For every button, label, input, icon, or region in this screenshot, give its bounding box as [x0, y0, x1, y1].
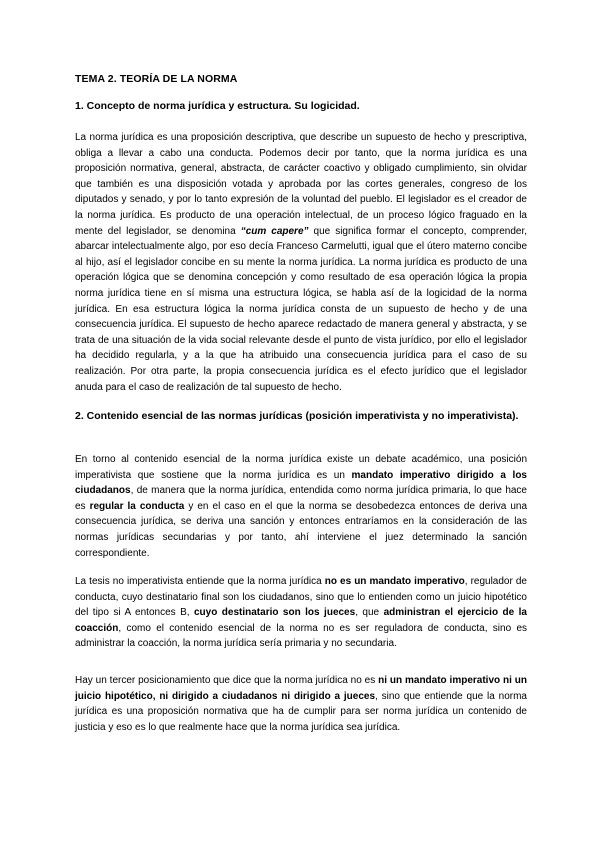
bold-text: no es un mandato imperativo	[324, 576, 465, 587]
paragraph-concept	[75, 130, 527, 395]
bold-text: ni un mandato imperativo ni un juicio hipotético, ni dirigido a ciudadanos ni dirigido a jueces	[75, 675, 527, 702]
paragraph-imperativista	[75, 452, 527, 561]
paragraph-text: , que	[355, 607, 384, 619]
bold-text: mandato imperativo dirigido a los ciudadanos	[75, 469, 527, 497]
paragraph-tercer-posicionamiento	[75, 673, 527, 735]
paragraph-text: que significa formar el concepto, comprender, abarcar intelectualmente algo, por eso decía Franceso Carmelutti, igual que el útero materno concibe al hijo, así el legislador concibe en su mente la norma jurídica. La norma jurídica es producto de una operación lógica que se denomina concepción y como resultado de esa operación lógica la propia norma jurídica tiene en sí misma una estructura lógica, se habla así de la logicidad de la norma jurídica. En esa estructura lógica la norma jurídica consta de un supuesto de hecho y de una consecuencia jurídica. El supuesto de hecho aparece redactado de manera general y abstracta, y se trata de una situación de la vida social relevante desde el punto de vista jurídico, por ello el legislador ha decidido regularla, y a la que ha atribuido una consecuencia jurídica para el caso de su realización. Por otra parte, la propia consecuencia jurídica es el efecto jurídico que el legislador anuda para el caso de realización de tal supuesto de hecho.	[75, 225, 527, 393]
paragraph-text: , como el contenido esencial de la norma no es ser reguladora de conducta, sino es administrar la coacción, la norma jurídica sería primaria y no secundaria.	[75, 622, 527, 650]
paragraph-text: , sino que entiende que la norma jurídica es una proposición normativa que ha de cumplir para ser norma jurídica un contenido de justicia y eso es lo que realmente hace que la norma jurídica sea jurídica.	[75, 690, 527, 733]
paragraph-text: y en el caso en el que la norma se desobedezca entonces de deriva una consecuencia jurídica, se deriva una sanción y entonces entraríamos en la consideración de las normas jurídicas secundarias y por tanto, ahí interviene el juez determinado la sanción correspondiente.	[75, 500, 528, 559]
paragraph-text: La tesis no imperativista entiende que la norma jurídica	[75, 576, 325, 587]
bold-text: cuyo destinatario son los jueces	[194, 607, 356, 619]
bold-text: administran el ejercicio de la coacción	[75, 607, 527, 634]
paragraph-text: , regulador de conducta, cuyo destinatario final son los ciudadanos, sino que lo entienden como un juicio hipotético del tipo si A entonces B,	[75, 576, 527, 619]
paragraph-text: , de manera que la norma jurídica, entendida como norma jurídica primaria, lo que hace es	[75, 485, 527, 512]
emphasis-text: “cum capere”	[240, 225, 309, 237]
document-title: TEMA 2. TEORÍA DE LA NORMA	[75, 73, 238, 85]
section-2-heading: 2. Contenido esencial de las normas jurídicas (posición imperativista y no imperativista).	[75, 410, 519, 422]
section-1-heading: 1. Concepto de norma jurídica y estructura. Su logicidad.	[75, 100, 360, 112]
paragraph-text: Hay un tercer posicionamiento que dice que la norma jurídica no es	[75, 675, 379, 686]
paragraph-text: La norma jurídica es una proposición descriptiva, que describe un supuesto de hecho y prescriptiva, obliga a llevar a cabo una conducta. Podemos decir por tanto, que la norma jurídica es una proposición normativa, general, abstracta, de carácter coactivo y obligado cumplimiento, sin olvidar que también es una disposición votada y aprobada por las cortes generales, congreso de los diputados y senado, y por lo tanto expresión de la voluntad del pueblo. El legislador es el creador de la norma jurídica. Es producto de una operación intelectual, de un proceso lógico fraguado en la mente del legislador, se denomina	[75, 132, 527, 237]
paragraph-no-imperativista	[75, 574, 527, 652]
bold-text: regular la conducta	[89, 500, 185, 512]
paragraph-text: En torno al contenido esencial de la norma jurídica existe un debate académico, una posición imperativista que sostiene que la norma jurídica es un	[75, 454, 527, 481]
